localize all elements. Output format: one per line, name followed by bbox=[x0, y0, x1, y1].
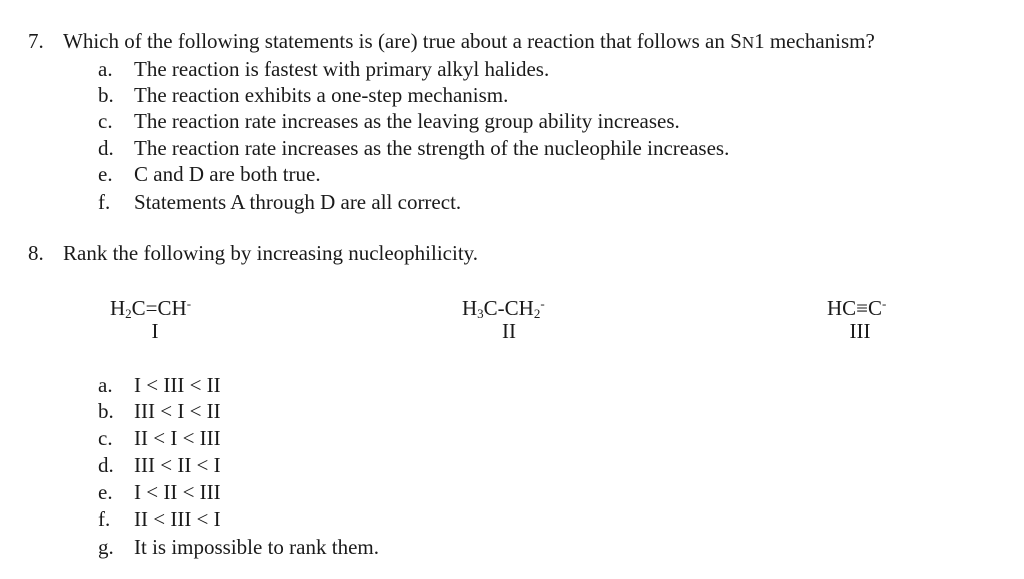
question-stem: Rank the following by increasing nucleophilicity. bbox=[63, 241, 479, 265]
option-text: The reaction rate increases as the strength of the nucleophile increases. bbox=[134, 136, 730, 160]
option-letter: d. bbox=[98, 136, 114, 160]
option-text: The reaction is fastest with primary alkyl halides. bbox=[134, 57, 550, 81]
option-text: II < I < III bbox=[134, 426, 221, 450]
option-letter: e. bbox=[98, 480, 113, 504]
stem-text-end: 1 mechanism? bbox=[754, 29, 875, 53]
species-formula: HC≡C- bbox=[827, 296, 887, 320]
option-letter: d. bbox=[98, 453, 114, 477]
option-text: The reaction rate increases as the leaving group ability increases. bbox=[134, 109, 680, 133]
option-text: I < III < II bbox=[134, 373, 221, 397]
question-number: 7. bbox=[28, 29, 44, 53]
option-letter: a. bbox=[98, 57, 113, 81]
option-text: II < III < I bbox=[134, 507, 221, 531]
option-text: Statements A through D are all correct. bbox=[134, 190, 462, 214]
species-label: II bbox=[502, 319, 516, 343]
option-text: It is impossible to rank them. bbox=[134, 535, 379, 559]
option-letter: a. bbox=[98, 373, 113, 397]
species-formula: $H_3C-CH_2^-$ bbox=[462, 296, 545, 321]
option-letter: b. bbox=[98, 399, 114, 423]
option-letter: b. bbox=[98, 83, 114, 107]
stem-small-caps: N bbox=[741, 33, 755, 52]
option-letter: c. bbox=[98, 426, 113, 450]
option-text: III < I < II bbox=[134, 399, 221, 423]
option-letter: f. bbox=[98, 190, 111, 214]
option-letter: g. bbox=[98, 535, 114, 559]
question-stem bbox=[63, 28, 875, 56]
stem-text: Which of the following statements is (are) true about a reaction that follows an S bbox=[63, 29, 742, 53]
species-label: III bbox=[849, 319, 871, 343]
question-number: 8. bbox=[28, 241, 44, 265]
option-letter: e. bbox=[98, 162, 113, 186]
species-label: I bbox=[151, 319, 159, 343]
option-letter: f. bbox=[98, 507, 111, 531]
option-text: C and D are both true. bbox=[134, 162, 321, 186]
species-formula: $H_2C=CH^-$ bbox=[110, 296, 192, 321]
option-text: The reaction exhibits a one-step mechanism. bbox=[134, 83, 509, 107]
option-letter: c. bbox=[98, 109, 113, 133]
option-text: III < II < I bbox=[134, 453, 221, 477]
option-text: I < II < III bbox=[134, 480, 221, 504]
